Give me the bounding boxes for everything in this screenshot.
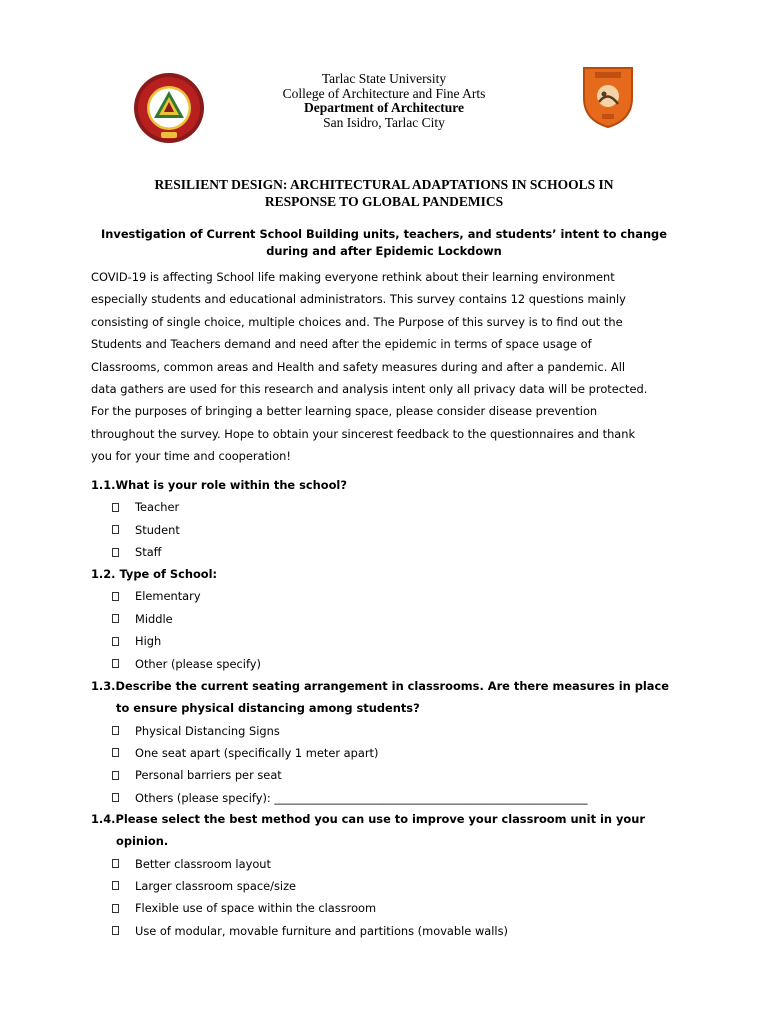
university-name: Tarlac State University: [321, 71, 447, 86]
checkbox[interactable]: [112, 926, 119, 935]
checkbox[interactable]: [112, 637, 119, 646]
subtitle-line-2: during and after Epidemic Lockdown: [266, 244, 502, 258]
question-title: [91, 563, 681, 585]
option-label: Personal barriers per seat: [135, 768, 282, 783]
option-item[interactable]: [91, 652, 681, 674]
option-item[interactable]: [91, 630, 681, 652]
option-label: Larger classroom space/size: [135, 878, 297, 893]
checkbox[interactable]: [112, 726, 119, 735]
intro-line: especially students and educational administrators. This survey contains 12 questions mainly: [91, 292, 626, 307]
question-number: 1.4.: [91, 812, 116, 826]
document-subtitle: [92, 226, 676, 260]
letterhead: [220, 72, 548, 130]
intro-line: For the purposes of bringing a better learning space, please consider disease prevention: [91, 404, 598, 419]
checkbox[interactable]: [112, 793, 119, 802]
checkbox[interactable]: [112, 881, 119, 890]
question-1-3: [91, 675, 681, 809]
option-item[interactable]: [91, 519, 681, 541]
option-label: High: [135, 634, 162, 649]
option-label: Others (please specify): _______________________________________________________: [135, 790, 588, 805]
option-label: Teacher: [135, 500, 180, 515]
option-item[interactable]: [91, 875, 681, 897]
question-title: [91, 675, 681, 719]
option-label: Flexible use of space within the classroom: [135, 901, 377, 916]
option-item[interactable]: [91, 764, 681, 786]
intro-line: consisting of single choice, multiple choices and. The Purpose of this survey is to find out the: [91, 314, 623, 329]
checkbox[interactable]: [112, 748, 119, 757]
intro-line: you for your time and cooperation!: [91, 449, 291, 464]
question-number: 1.3.: [91, 679, 116, 693]
option-item[interactable]: [91, 742, 681, 764]
question-1-4: [91, 808, 681, 942]
option-item[interactable]: [91, 541, 681, 563]
checkbox[interactable]: [112, 904, 119, 913]
intro-paragraph: [91, 266, 681, 468]
document-title: [96, 176, 672, 210]
checkbox[interactable]: [112, 659, 119, 668]
checkbox[interactable]: [112, 592, 119, 601]
checkbox[interactable]: [112, 503, 119, 512]
question-title: [91, 808, 681, 852]
intro-line: data gathers are used for this research and analysis intent only all privacy data will be protected.: [91, 382, 648, 397]
question-text: What is your role within the school?: [115, 478, 347, 492]
location-text: San Isidro, Tarlac City: [323, 114, 445, 130]
cafa-shield-logo: [580, 64, 636, 130]
checkbox[interactable]: [112, 771, 119, 780]
option-label: Physical Distancing Signs: [135, 723, 280, 738]
department-name: Department of Architecture: [304, 100, 464, 115]
question-text: Please select the best method you can use to improve your classroom unit in your: [115, 812, 645, 826]
question-text-continued: to ensure physical distancing among students?: [116, 701, 420, 716]
option-item[interactable]: [91, 852, 681, 874]
option-item[interactable]: [91, 897, 681, 919]
checkbox[interactable]: [112, 548, 119, 557]
option-label: Other (please specify): [135, 656, 261, 671]
intro-line: throughout the survey. Hope to obtain your sincerest feedback to the questionnaires and thank: [91, 426, 636, 441]
option-label: Staff: [135, 545, 162, 560]
checkbox[interactable]: [112, 525, 119, 534]
question-number: 1.2.: [91, 567, 116, 581]
option-label: One seat apart (specifically 1 meter apart): [135, 745, 379, 760]
title-line-2: RESPONSE TO GLOBAL PANDEMICS: [264, 194, 504, 209]
subtitle-line-1: Investigation of Current School Building units, teachers, and students’ intent to change: [101, 227, 667, 241]
option-label: Better classroom layout: [135, 856, 271, 871]
checkbox[interactable]: [112, 859, 119, 868]
question-text: Type of School:: [119, 567, 218, 581]
question-text: Describe the current seating arrangement in classrooms. Are there measures in place: [115, 679, 669, 693]
option-item[interactable]: [91, 920, 681, 942]
option-label: Elementary: [135, 589, 201, 604]
option-item[interactable]: [91, 608, 681, 630]
intro-line: Classrooms, common areas and Health and safety measures during and after a pandemic. All: [91, 359, 626, 374]
question-1-1: [91, 474, 681, 563]
question-title: [91, 474, 681, 496]
question-text-continued: opinion.: [116, 834, 169, 849]
intro-line: COVID-19 is affecting School life making everyone rethink about their learning environment: [91, 270, 615, 284]
university-seal-logo: [133, 72, 205, 144]
option-label: Student: [135, 522, 180, 537]
option-label: Use of modular, movable furniture and partitions (movable walls): [135, 923, 508, 938]
title-line-1: RESILIENT DESIGN: ARCHITECTURAL ADAPTATIONS IN SCHOOLS IN: [154, 177, 614, 192]
option-item[interactable]: [91, 719, 681, 741]
checkbox[interactable]: [112, 614, 119, 623]
intro-line: Students and Teachers demand and need after the epidemic in terms of space usage of: [91, 337, 592, 352]
college-name: College of Architecture and Fine Arts: [282, 85, 486, 101]
option-label: Middle: [135, 611, 173, 626]
option-item[interactable]: [91, 585, 681, 607]
question-number: 1.1.: [91, 478, 116, 492]
question-1-2: [91, 563, 681, 675]
option-item[interactable]: [91, 496, 681, 518]
option-item[interactable]: [91, 787, 681, 809]
